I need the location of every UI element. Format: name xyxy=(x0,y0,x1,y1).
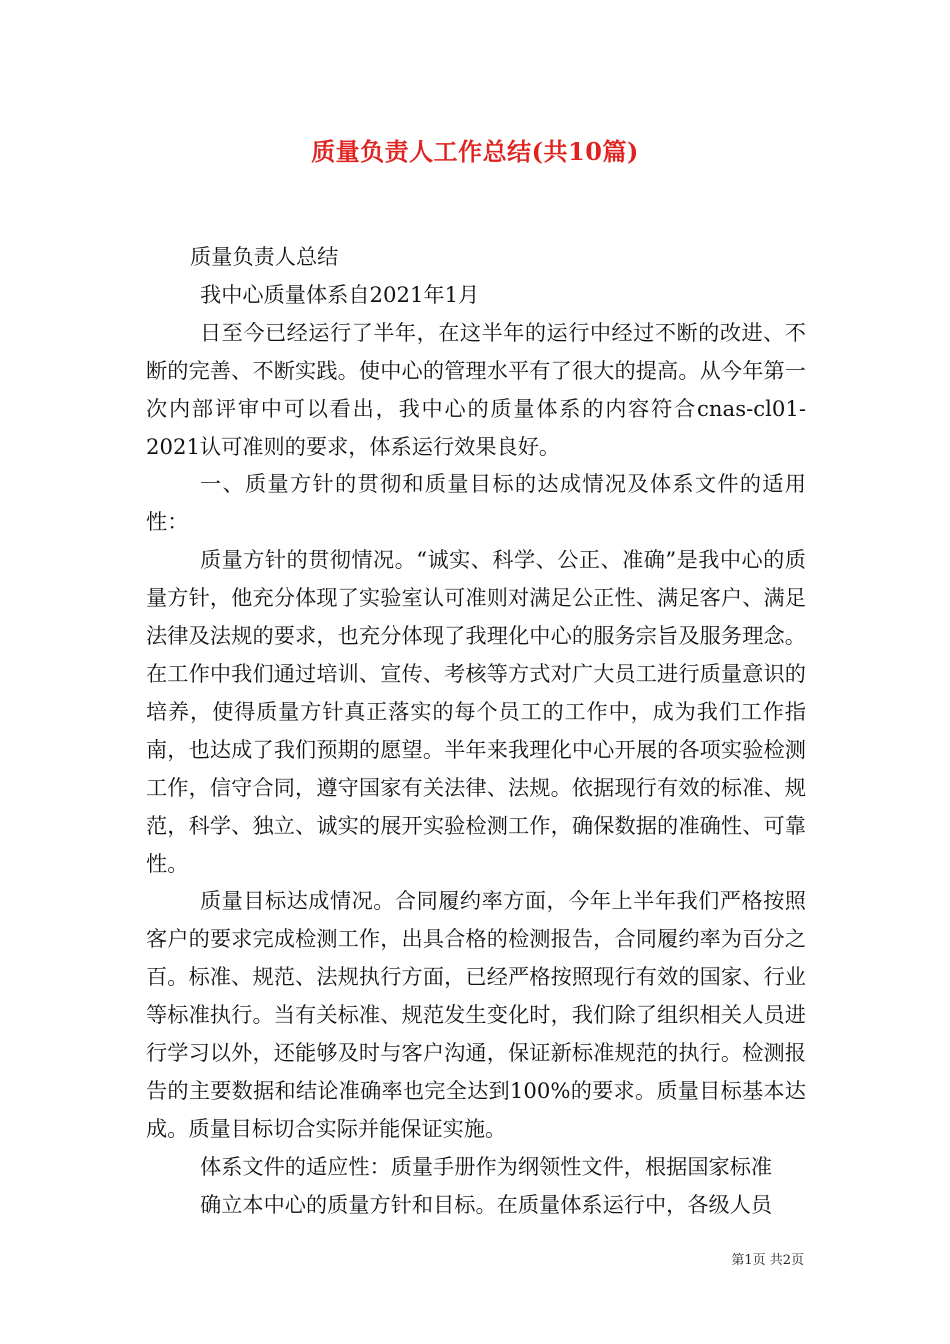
document-body xyxy=(146,238,806,1224)
paragraph: 日至今已经运行了半年，在这半年的运行中经过不断的改进、不断的完善、不断实践。使中心的管理水平有了很大的提高。从今年第一次内部评审中可以看出，我中心的质量体系的内容符合cnas-cl01-2021认可准则的要求，体系运行效果良好。 xyxy=(146,319,806,459)
document-title: 质量负责人工作总结(共10篇) xyxy=(311,137,639,166)
paragraph: 质量目标达成情况。合同履约率方面，今年上半年我们严格按照客户的要求完成检测工作，出具合格的检测报告，合同履约率为百分之百。标准、规范、法规执行方面，已经严格按照现行有效的国家、行业等标准执行。当有关标准、规范发生变化时，我们除了组织相关人员进行学习以外，还能够及时与客户沟通，保证新标准规范的执行。检测报告的主要数据和结论准确率也完全达到100%的要求。质量目标基本达成。质量目标切合实际并能保证实施。 xyxy=(146,888,806,1141)
page-number: 第1页 共2页 xyxy=(731,1253,804,1268)
paragraph: 体系文件的适应性：质量手册作为纲领性文件，根据国家标准 xyxy=(200,1153,773,1179)
paragraph-subtitle: 质量负责人总结 xyxy=(190,244,339,269)
section-heading: 一、质量方针的贯彻和质量目标的达成情况及体系文件的适用性： xyxy=(146,471,806,535)
paragraph: 确立本中心的质量方针和目标。在质量体系运行中，各级人员 xyxy=(200,1191,773,1217)
paragraph: 质量方针的贯彻情况。“诚实、科学、公正、准确”是我中心的质量方针，他充分体现了实验室认可准则对满足公正性、满足客户、满足法律及法规的要求，也充分体现了我理化中心的服务宗旨及服务理念。在工作中我们通过培训、宣传、考核等方式对广大员工进行质量意识的培养，使得质量方针真正落实的每个员工的工作中，成为我们工作指南，也达成了我们预期的愿望。半年来我理化中心开展的各项实验检测工作，信守合同，遵守国家有关法律、法规。依据现行有效的标准、规范，科学、独立、诚实的展开实验检测工作，确保数据的准确性、可靠性。 xyxy=(146,547,806,876)
paragraph: 我中心质量体系自2021年1月 xyxy=(200,281,480,307)
